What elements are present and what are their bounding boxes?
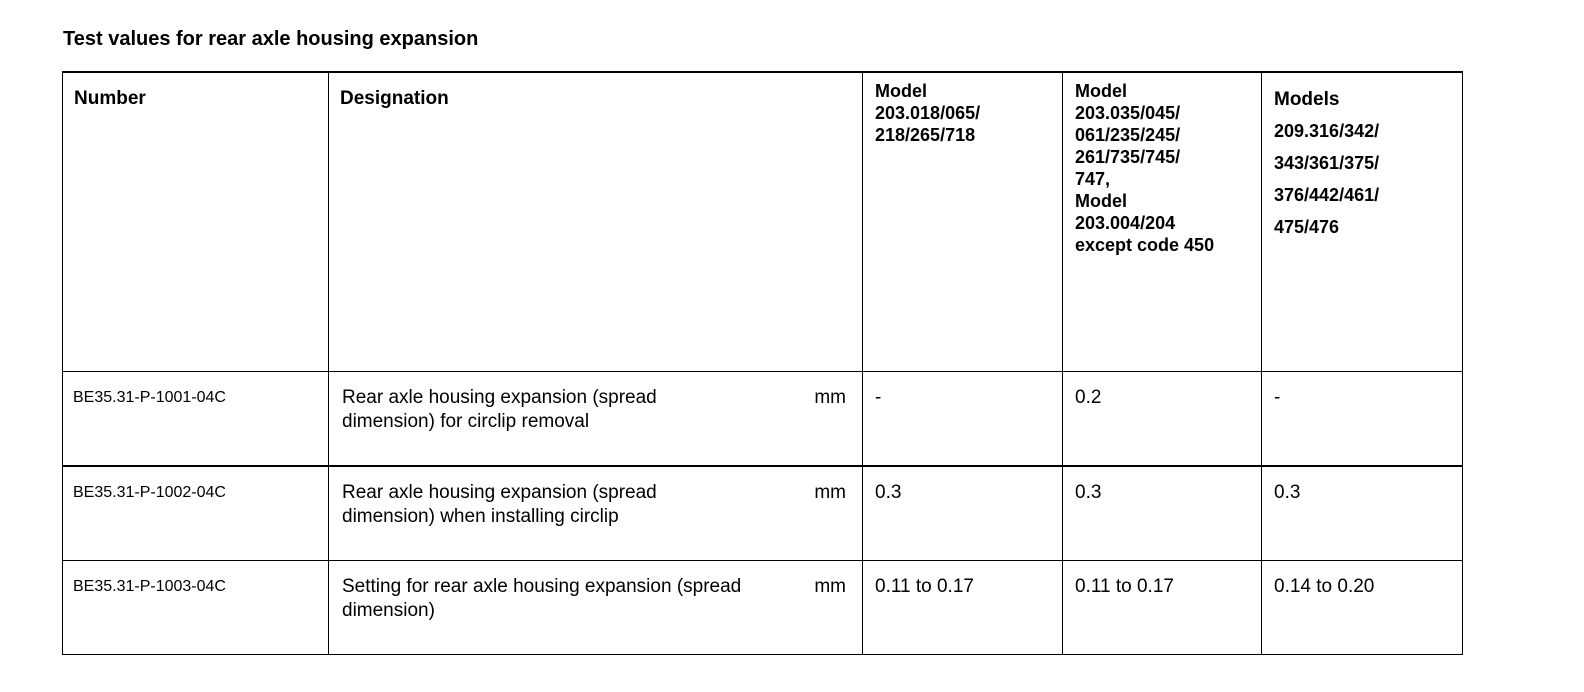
cell-model-b — [1063, 466, 1262, 561]
row-designation: Rear axle housing expansion (spread dimension) when installing circlip — [342, 482, 657, 527]
header-model-c-label: Models — [1274, 89, 1340, 110]
header-model-b — [1063, 72, 1262, 372]
header-model-c — [1262, 72, 1463, 372]
cell-number — [63, 372, 329, 467]
cell-model-b — [1063, 372, 1262, 467]
row-value-model-c: 0.3 — [1274, 482, 1301, 503]
row-number: BE35.31-P-1001-04C — [73, 389, 226, 406]
row-number: BE35.31-P-1002-04C — [73, 484, 226, 501]
header-model-a-line: Model — [875, 81, 927, 101]
row-unit: mm — [814, 387, 846, 408]
header-model-b-line: except code 450 — [1075, 235, 1215, 255]
cell-model-c — [1262, 372, 1463, 467]
header-model-c-line: 343/361/375/ — [1274, 153, 1380, 173]
row-value-model-b: 0.11 to 0.17 — [1075, 576, 1174, 597]
header-model-c-line: 376/442/461/ — [1274, 185, 1380, 205]
header-number-label: Number — [74, 88, 146, 109]
header-model-a-text — [863, 73, 1062, 146]
header-model-b-text — [1063, 73, 1261, 256]
header-model-c-codes — [1262, 111, 1462, 243]
row-value-model-c: 0.14 to 0.20 — [1274, 576, 1375, 597]
header-model-b-line: 747, — [1075, 169, 1111, 189]
cell-number — [63, 561, 329, 655]
header-model-a-line: 218/265/718 — [875, 125, 976, 145]
cell-model-a — [863, 372, 1063, 467]
cell-model-a — [863, 561, 1063, 655]
row-designation: Setting for rear axle housing expansion (spread dimension) — [342, 576, 742, 621]
table-row — [63, 372, 1463, 467]
table-header-row — [63, 72, 1463, 372]
header-model-a — [863, 72, 1063, 372]
test-values-table — [62, 71, 1463, 655]
header-model-b-line: 061/235/245/ — [1075, 125, 1181, 145]
row-value-model-b: 0.3 — [1075, 482, 1102, 503]
row-unit: mm — [814, 482, 846, 503]
header-number — [63, 72, 329, 372]
header-model-b-line: 261/735/745/ — [1075, 147, 1181, 167]
header-designation-label: Designation — [340, 88, 449, 109]
row-unit: mm — [814, 576, 846, 597]
cell-number — [63, 466, 329, 561]
row-value-model-a: 0.3 — [875, 482, 902, 503]
row-number: BE35.31-P-1003-04C — [73, 578, 226, 595]
header-model-c-line: 475/476 — [1274, 217, 1340, 237]
header-model-a-line: 203.018/065/ — [875, 103, 981, 123]
header-designation — [329, 72, 863, 372]
table-row — [63, 466, 1463, 561]
cell-designation — [329, 561, 863, 655]
cell-designation — [329, 466, 863, 561]
row-value-model-a: 0.11 to 0.17 — [875, 576, 974, 597]
header-model-b-line: Model — [1075, 191, 1127, 211]
cell-designation — [329, 372, 863, 467]
header-model-b-line: 203.035/045/ — [1075, 103, 1181, 123]
cell-model-a — [863, 466, 1063, 561]
header-model-b-line: Model — [1075, 81, 1127, 101]
row-designation: Rear axle housing expansion (spread dimension) for circlip removal — [342, 387, 657, 432]
header-model-c-line: 209.316/342/ — [1274, 121, 1380, 141]
table-row — [63, 561, 1463, 655]
cell-model-c — [1262, 466, 1463, 561]
row-value-model-a: - — [875, 387, 882, 408]
page-title: Test values for rear axle housing expansion — [63, 28, 479, 50]
row-value-model-b: 0.2 — [1075, 387, 1102, 408]
cell-model-b — [1063, 561, 1262, 655]
cell-model-c — [1262, 561, 1463, 655]
header-model-b-line: 203.004/204 — [1075, 213, 1176, 233]
row-value-model-c: - — [1274, 387, 1281, 408]
